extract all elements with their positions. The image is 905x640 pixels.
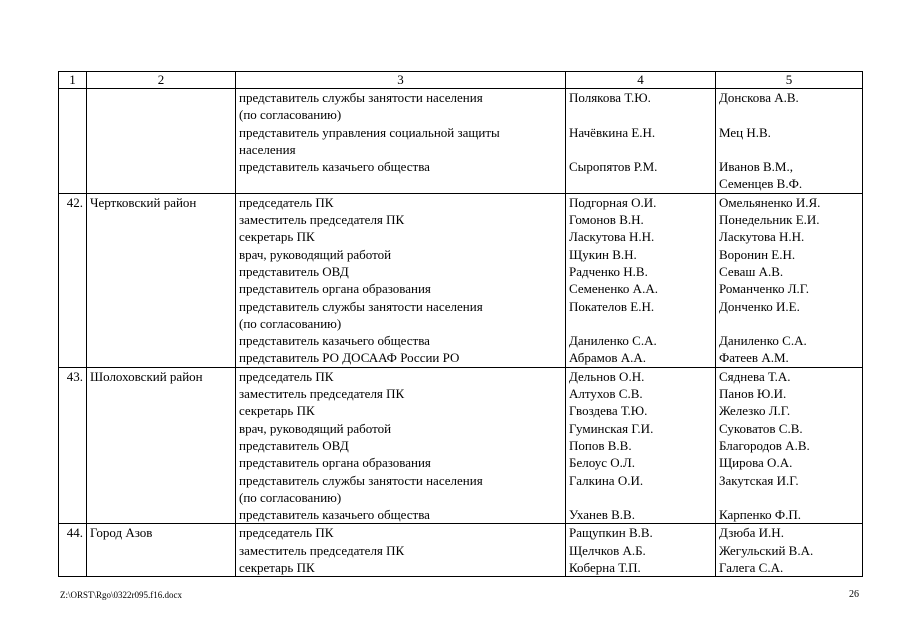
deputies-cell	[716, 193, 863, 367]
district-name: Шолоховский район	[90, 368, 203, 384]
member-name: Сыропятов Р.М.	[569, 159, 658, 175]
deputy-name: Панов Ю.И.	[719, 386, 787, 402]
role-line: представитель казачьего общества	[239, 333, 430, 349]
role-line: (по согласованию)	[239, 489, 342, 505]
role-line: секретарь ПК	[239, 229, 315, 245]
roles-cell	[236, 367, 566, 524]
role-line: (по согласованию)	[239, 315, 342, 331]
member-name: Дельнов О.Н.	[569, 368, 645, 384]
deputy-name: Понедельник Е.И.	[719, 212, 820, 228]
role-line: врач, руководящий работой	[239, 420, 392, 436]
table-row	[59, 89, 863, 194]
member-name	[569, 489, 712, 506]
members-cell	[566, 89, 716, 194]
deputy-name	[719, 106, 859, 123]
deputy-name: Сяднева Т.А.	[719, 368, 791, 384]
role-line: представитель ОВД	[239, 437, 349, 453]
member-name: Гуминская Г.И.	[569, 420, 654, 436]
deputies-cell	[716, 524, 863, 577]
row-number-cell	[59, 193, 87, 367]
table-row	[59, 193, 863, 367]
role-line: представитель казачьего общества	[239, 507, 430, 523]
role-line: представитель управления социальной защиты	[239, 124, 500, 140]
row-number-cell	[59, 524, 87, 577]
deputy-name	[719, 489, 859, 506]
role-line: представитель ОВД	[239, 263, 349, 279]
members-cell	[566, 193, 716, 367]
row-number: 42.	[66, 194, 83, 210]
member-name: Абрамов А.А.	[569, 350, 647, 366]
role-line: представитель казачьего общества	[239, 159, 430, 175]
header-cell-1: 1	[59, 72, 87, 89]
role-line: секретарь ПК	[239, 403, 315, 419]
footer-page-number: 26	[849, 589, 859, 600]
deputy-name: Дзюба И.Н.	[719, 525, 784, 541]
deputy-name: Севаш А.В.	[719, 263, 784, 279]
row-number	[62, 89, 83, 106]
deputy-name: Галега С.А.	[719, 560, 784, 576]
deputy-name: Железко Л.Г.	[719, 403, 791, 419]
header-cell-2: 2	[87, 72, 236, 89]
role-line: представитель службы занятости населения	[239, 472, 483, 488]
member-name: Начёвкина Е.Н.	[569, 124, 656, 140]
member-name: Уханев В.В.	[569, 507, 635, 523]
member-name: Гвоздева Т.Ю.	[569, 403, 648, 419]
deputy-name: Семенцев В.Ф.	[719, 176, 803, 192]
role-line: населения	[239, 141, 296, 157]
deputy-name: Омельяненко И.Я.	[719, 194, 821, 210]
deputy-name: Жегульский В.А.	[719, 542, 814, 558]
district-cell	[87, 193, 236, 367]
header-cell-3: 3	[236, 72, 566, 89]
deputy-name: Щирова О.А.	[719, 455, 793, 471]
deputy-name: Донскова А.В.	[719, 90, 799, 105]
role-line: председатель ПК	[239, 368, 334, 384]
roles-cell	[236, 524, 566, 577]
member-name: Радченко Н.В.	[569, 263, 648, 279]
header-row	[59, 72, 863, 89]
deputy-name: Суковатов С.В.	[719, 420, 803, 436]
district-name: Чертковский район	[90, 194, 197, 210]
roles-cell	[236, 193, 566, 367]
member-name: Коберна Т.П.	[569, 560, 641, 576]
table-row	[59, 367, 863, 524]
deputy-name: Ласкутова Н.Н.	[719, 229, 805, 245]
member-name: Попов В.В.	[569, 437, 632, 453]
district-name	[90, 89, 232, 106]
district-cell	[87, 89, 236, 194]
deputies-cell	[716, 367, 863, 524]
deputy-name	[719, 141, 859, 158]
footer-file-path: Z:\ORST\Rgo\0322r095.f16.docx	[60, 590, 182, 600]
district-cell	[87, 367, 236, 524]
member-name: Подгорная О.И.	[569, 194, 657, 210]
role-line: секретарь ПК	[239, 560, 315, 576]
member-name: Полякова Т.Ю.	[569, 90, 651, 105]
district-cell	[87, 524, 236, 577]
role-line: заместитель председателя ПК	[239, 542, 405, 558]
role-line: председатель ПК	[239, 194, 334, 210]
member-name: Щукин В.Н.	[569, 246, 637, 262]
header-cell-5: 5	[716, 72, 863, 89]
member-name: Ращупкин В.В.	[569, 525, 653, 541]
role-line: (по согласованию)	[239, 107, 342, 123]
member-name: Гомонов В.Н.	[569, 212, 644, 228]
member-name: Белоус О.Л.	[569, 455, 635, 471]
role-line: врач, руководящий работой	[239, 246, 392, 262]
member-name: Покателов Е.Н.	[569, 298, 655, 314]
row-number: 43.	[66, 368, 83, 384]
deputy-name: Романченко Л.Г.	[719, 281, 810, 297]
role-line: заместитель председателя ПК	[239, 386, 405, 402]
row-number: 44.	[66, 525, 83, 541]
role-line: представитель службы занятости населения	[239, 298, 483, 314]
roles-cell	[236, 89, 566, 194]
member-name	[569, 141, 712, 158]
member-name: Семененко А.А.	[569, 281, 658, 297]
deputy-name	[719, 315, 859, 332]
commission-table	[58, 71, 863, 577]
members-cell	[566, 367, 716, 524]
role-line: председатель ПК	[239, 525, 334, 541]
member-name	[569, 175, 712, 192]
member-name	[569, 106, 712, 123]
role-line: представитель органа образования	[239, 281, 431, 297]
deputy-name: Фатеев А.М.	[719, 350, 789, 366]
deputy-name: Иванов В.М.,	[719, 159, 793, 175]
role-line: представитель службы занятости населения	[239, 90, 483, 105]
deputy-name: Благородов А.В.	[719, 437, 810, 453]
table-row	[59, 524, 863, 577]
deputy-name: Воронин Е.Н.	[719, 246, 796, 262]
deputy-name: Карпенко Ф.П.	[719, 507, 802, 523]
district-name: Город Азов	[90, 525, 153, 541]
member-name: Алтухов С.В.	[569, 386, 643, 402]
role-line	[239, 175, 562, 192]
member-name: Щелчков А.Б.	[569, 542, 646, 558]
deputy-name: Донченко И.Е.	[719, 298, 800, 314]
row-number-cell	[59, 367, 87, 524]
table-body	[59, 72, 863, 577]
role-line: представитель РО ДОСААФ России РО	[239, 350, 460, 366]
member-name	[569, 315, 712, 332]
deputy-name: Даниленко С.А.	[719, 333, 807, 349]
deputy-name: Закутская И.Г.	[719, 472, 799, 488]
deputy-name: Мец Н.В.	[719, 124, 771, 140]
row-number-cell	[59, 89, 87, 194]
member-name: Галкина О.И.	[569, 472, 644, 488]
members-cell	[566, 524, 716, 577]
deputies-cell	[716, 89, 863, 194]
role-line: заместитель председателя ПК	[239, 212, 405, 228]
member-name: Ласкутова Н.Н.	[569, 229, 655, 245]
header-cell-4: 4	[566, 72, 716, 89]
member-name: Даниленко С.А.	[569, 333, 657, 349]
role-line: представитель органа образования	[239, 455, 431, 471]
